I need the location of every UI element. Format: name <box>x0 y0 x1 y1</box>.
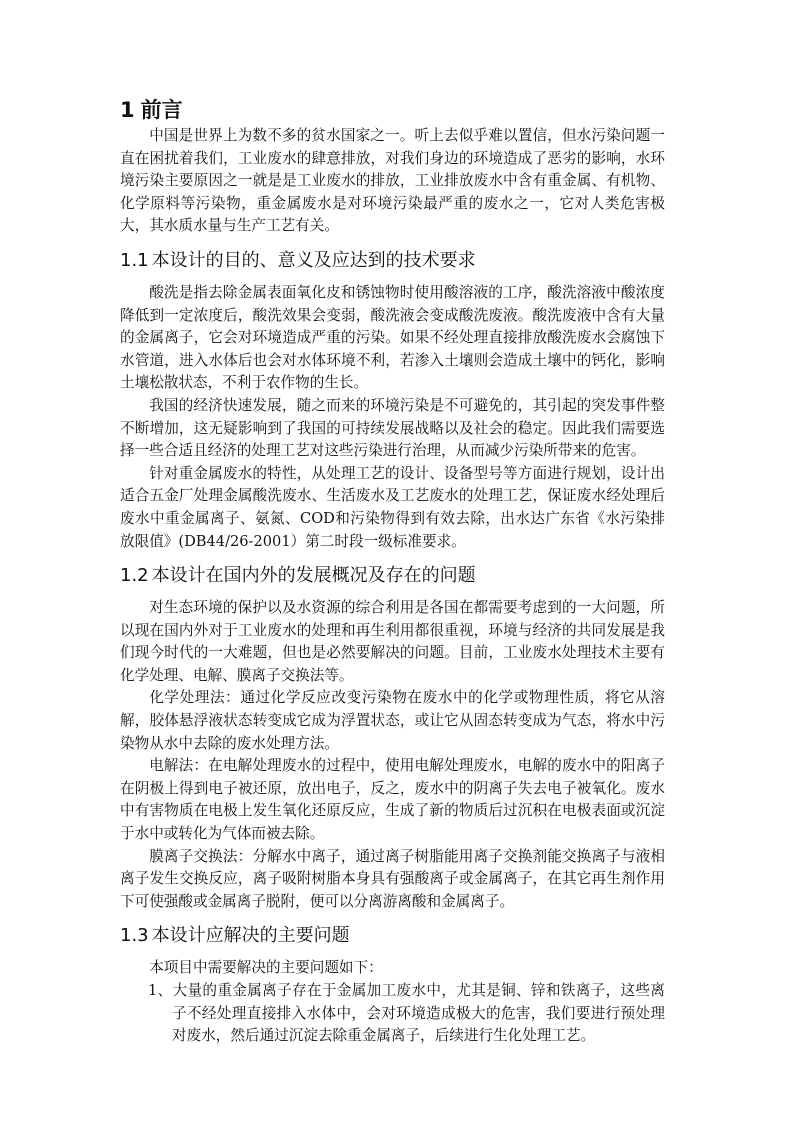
paragraph: 电解法：在电解处理废水的过程中，使用电解处理废水，电解的废水中的阳离子在阴极上得到电子被还原，放出电子，反之，废水中的阴离子失去电子被氧化。废水中有害物质在电极上发生氧化还原反应，生成了新的物质后过沉积在电极表面或沉淀于水中或转化为气体而被去除。 <box>120 757 665 843</box>
list-marker: 1、 <box>148 982 173 999</box>
document-page <box>120 95 665 1048</box>
section-title: 前言 <box>140 98 183 122</box>
section-number: 1.3 <box>120 925 149 947</box>
section-title: 本设计应解决的主要问题 <box>151 925 350 947</box>
section-1-1-heading <box>120 248 665 274</box>
section-number: 1.1 <box>120 249 149 271</box>
section-number: 1 <box>120 98 135 122</box>
paragraph: 酸洗是指去除金属表面氧化皮和锈蚀物时使用酸溶液的工序，酸洗溶液中酸浓度降低到一定浓度后，酸洗效果会变弱，酸洗液会变成酸洗废液。酸洗废液中含有大量的金属离子，它会对环境造成严重的污染。如果不经处理直接排放酸洗废水会腐蚀下水管道，进入水体后也会对水体环境不利，若渗入土壤则会造成土壤中的钙化，影响土壤松散状态，不利于农作物的生长。 <box>120 283 665 392</box>
paragraph: 我国的经济快速发展，随之而来的环境污染是不可避免的，其引起的突发事件整不断增加，这无疑影响到了我国的可持续发展战略以及社会的稳定。因此我们需要选择一些合适且经济的处理工艺对这些污染进行治理，从而减少污染所带来的危害。 <box>120 396 665 460</box>
section-1-heading <box>120 95 665 125</box>
list-intro: 本项目中需要解决的主要问题如下： <box>149 959 383 977</box>
list-item-text: 大量的重金属离子存在于金属加工废水中，尤其是铜、锌和铁离子，这些离子不经处理直接排入水体中，会对环境造成极大的危害，我们要进行预处理对废水，然后通过沉淀去除重金属离子，后续进行生化处理工艺。 <box>172 982 665 1045</box>
paragraph: 中国是世界上为数不多的贫水国家之一。听上去似乎难以置信，但水污染问题一直在困扰着我们，工业废水的肆意排放，对我们身边的环境造成了恶劣的影响，水环境污染主要原因之一就是是工业废水的排放，工业排放废水中含有重金属、有机物、化学原料等污染物，重金属废水是对环境污染最严重的废水之一，它对人类危害极大，其水质水量与生产工艺有关。 <box>120 127 665 235</box>
section-number: 1.2 <box>120 565 149 587</box>
problem-list <box>120 980 665 1048</box>
paragraph: 对生态环境的保护以及水资源的综合利用是各国在都需要考虑到的一大问题，所以现在国内外对于工业废水的处理和再生利用都很重视，环境与经济的共同发展是我们现今时代的一大难题，但也是必然要解决的问题。目前，工业废水处理技术主要有化学处理、电解、膜离子交换法等。 <box>120 599 665 684</box>
section-title: 本设计的目的、意义及应达到的技术要求 <box>151 249 476 271</box>
section-title: 本设计在国内外的发展概况及存在的问题 <box>151 565 476 587</box>
section-1-3-heading <box>120 923 665 949</box>
paragraph: 针对重金属废水的特性，从处理工艺的设计、设备型号等方面进行规划，设计出适合五金厂处理金属酸洗废水、生活废水及工艺废水的处理工艺，保证废水经处理后废水中重金属离子、氨氮、COD和污染物得到有效去除，出水达广东省《水污染排放限值》(DB44/26-2001）第二时段一级标准要求。 <box>120 464 665 550</box>
section-1-2-heading <box>120 563 665 589</box>
paragraph: 化学处理法：通过化学反应改变污染物在废水中的化学或物理性质，将它从溶解，胶体悬浮液状态转变成它成为浮置状态，或让它从固态转变成为气态，将水中污染物从水中去除的废水处理方法。 <box>120 689 665 752</box>
list-item <box>120 980 665 1048</box>
paragraph: 膜离子交换法：分解水中离子，通过离子树脂能用离子交换剂能交换离子与液相离子发生交换反应，离子吸附树脂本身具有强酸离子或金属离子，在其它再生剂作用下可使强酸或金属离子脱附，便可以分离游离酸和金属离子。 <box>120 847 665 910</box>
